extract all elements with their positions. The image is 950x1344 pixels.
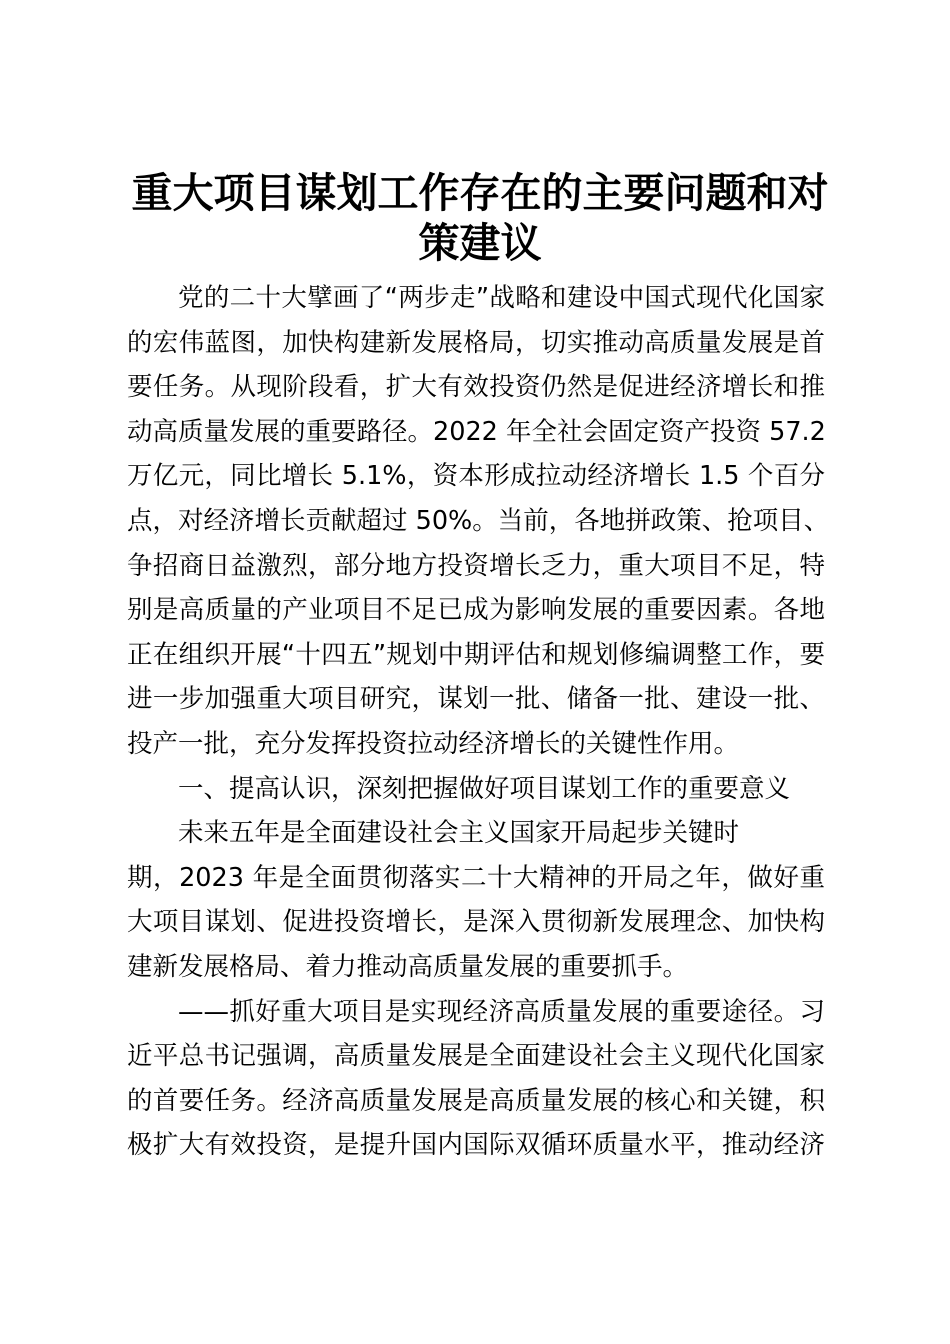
document-title-line-2: 策建议 <box>418 219 542 267</box>
paragraph-line: ——抓好重大项目是实现经济高质量发展的重要途径。习 <box>178 996 825 1027</box>
paragraph-line: 要任务。从现阶段看，扩大有效投资仍然是促进经济增长和推 <box>127 372 825 403</box>
paragraph-line: 投产一批，充分发挥投资拉动经济增长的关键性作用。 <box>127 728 740 759</box>
paragraph-line: 近平总书记强调，高质量发展是全面建设社会主义现代化国家 <box>127 1041 825 1072</box>
document-body <box>127 276 830 1168</box>
paragraph-line: 大项目谋划、促进投资增长，是深入贯彻新发展理念、加快构 <box>127 907 825 938</box>
paragraph-line: 的宏伟蓝图，加快构建新发展格局，切实推动高质量发展是首 <box>127 327 825 358</box>
paragraph-line: 建新发展格局、着力推动高质量发展的重要抓手。 <box>127 951 689 982</box>
section-heading: 一、提高认识，深刻把握做好项目谋划工作的重要意义 <box>178 773 791 804</box>
paragraph-line: 万亿元，同比增长 5.1%，资本形成拉动经济增长 1.5 个百分 <box>127 461 825 492</box>
paragraph-line: 党的二十大擘画了“两步走”战略和建设中国式现代化国家 <box>178 283 825 313</box>
paragraph-line: 别是高质量的产业项目不足已成为影响发展的重要因素。各地 <box>127 595 825 626</box>
paragraph-line: 未来五年是全面建设社会主义国家开局起步关键时 <box>178 818 740 849</box>
paragraph-line: 进一步加强重大项目研究，谋划一批、储备一批、建设一批、 <box>127 684 825 715</box>
paragraph-line: 争招商日益激烈，部分地方投资增长乏力，重大项目不足，特 <box>127 550 825 581</box>
paragraph-line: 点，对经济增长贡献超过 50%。当前，各地拼政策、抢项目、 <box>127 505 830 536</box>
paragraph-line: 极扩大有效投资，是提升国内国际双循环质量水平，推动经济 <box>127 1130 825 1161</box>
paragraph-line: 动高质量发展的重要路径。2022 年全社会固定资产投资 57.2 <box>127 416 826 447</box>
document-title-line-1: 重大项目谋划工作存在的主要问题和对 <box>131 169 829 217</box>
paragraph-line: 正在组织开展“十四五”规划中期评估和规划修编调整工作，要 <box>127 639 825 670</box>
paragraph-line: 期，2023 年是全面贯彻落实二十大精神的开局之年，做好重 <box>127 862 825 893</box>
paragraph-line: 的首要任务。经济高质量发展是高质量发展的核心和关键，积 <box>127 1085 825 1116</box>
